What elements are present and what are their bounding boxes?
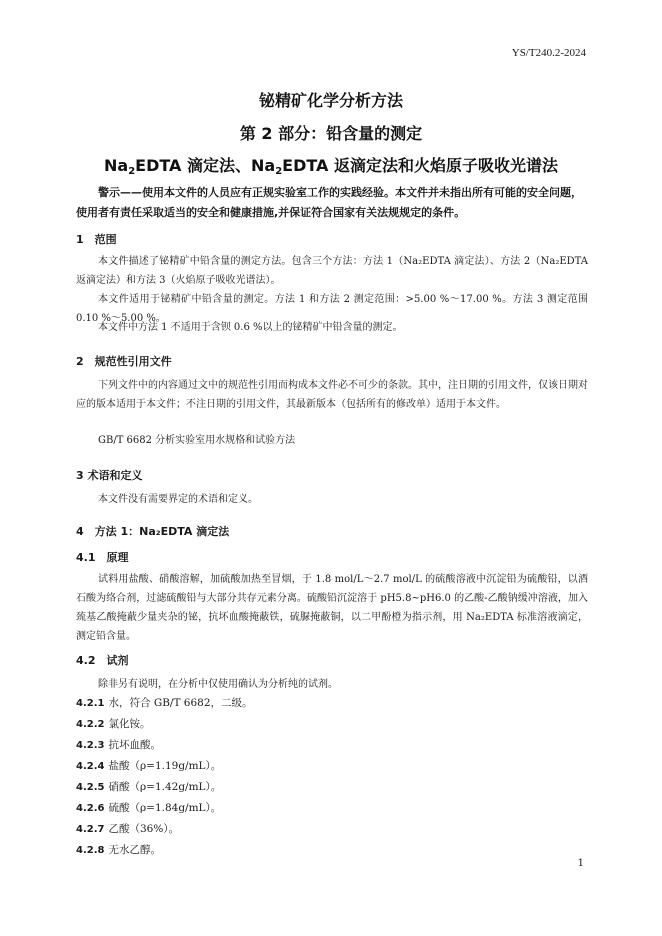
section-4-2-paragraph: 除非另有说明，在分析中仅使用确认为分析纯的试剂。: [98, 679, 338, 690]
reagent-item: 4.2.2 氯化铵。: [76, 718, 151, 730]
part-title: 第 2 部分：铅含量的测定: [239, 124, 423, 143]
reagent-item: 4.2.4 盐酸（ρ=1.19g/mL）。: [76, 760, 222, 772]
section-1-paragraph-3: 本文件中方法 1 不适用于含钡 0.6 %以上的铋精矿中铅含量的测定。: [98, 322, 403, 333]
section-2-heading: 2 规范性引用文件: [76, 355, 172, 368]
page-number: 1: [577, 858, 584, 869]
section-2-paragraph-1: 下列文件中的内容通过文中的规范性引用而构成本文件必不可少的条款。其中，注日期的引用文件，仅该日期对应的版本适用于本文件；不注日期的引用文件，其最新版本（包括所有的修改单）适用于本文件。: [76, 380, 588, 410]
reagent-item: 4.2.1 水，符合 GB/T 6682，二级。: [76, 697, 253, 709]
reagent-item: 4.2.6 硫酸（ρ=1.84g/mL）。: [76, 802, 222, 814]
reagent-item: 4.2.3 抗坏血酸。: [76, 739, 161, 751]
reagent-item: 4.2.7 乙酸（36%）。: [76, 823, 180, 835]
section-1-heading: 1 范围: [76, 233, 117, 246]
section-2-reference: GB/T 6682 分析实验室用水规格和试验方法: [98, 435, 296, 446]
section-3-paragraph: 本文件没有需要界定的术语和定义。: [98, 494, 258, 505]
section-4-1-paragraph: 试料用盐酸、硝酸溶解，加硫酸加热至冒烟，于 1.8 mol/L～2.7 mol/L 的硫酸溶液中沉淀铅为硫酸铅，以酒石酸为络合剂，过滤硫酸铅与大部分共存元素分离。硫酸铅沉淀溶于 pH5.8~pH6.0 的乙酸-乙酸钠缓冲溶液，加入巯基乙酸掩蔽少量夹杂的铋，抗坏血酸掩蔽铁，硫脲掩蔽铜，以二甲酚橙为指示剂，用 Na₂EDTA 标准溶液滴定，测定铅含量。: [76, 574, 588, 642]
section-4-2-heading: 4.2 试剂: [76, 654, 129, 667]
section-1-paragraph-1: 本文件描述了铋精矿中铅含量的测定方法。包含三个方法：方法 1（Na₂EDTA 滴定法）、方法 2（Na₂EDTA 返滴定法）和方法 3（火焰原子吸收光谱法）。: [76, 256, 588, 286]
section-4-heading: 4 方法 1：Na₂EDTA 滴定法: [76, 525, 230, 538]
section-4-1-heading: 4.1 原理: [76, 551, 129, 564]
reagent-item: 4.2.8 无水乙醇。: [76, 844, 161, 856]
methods-title: $Na_2EDTA$ 滴定法、$Na_2EDTA$ 返滴定法和火焰原子吸收光谱法: [104, 156, 558, 177]
warning-paragraph: 警示——使用本文件的人员应有正规实验室工作的实践经验。本文件并未指出所有可能的安全问题，使用者有责任采取适当的安全和健康措施,并保证符合国家有关法规规定的条件。: [76, 186, 582, 219]
reagent-item: 4.2.5 硝酸（ρ=1.42g/mL）。: [76, 781, 222, 793]
document-title: 铋精矿化学分析方法: [258, 91, 403, 110]
document-code: YS/T240.2-2024: [511, 47, 586, 59]
section-1-paragraph-2: 本文件适用于铋精矿中铅含量的测定。方法 1 和方法 2 测定范围：>5.00 %～17.00 %。方法 3 测定范围 0.10 %～5.00 %。: [76, 294, 588, 324]
section-3-heading: 3 术语和定义: [76, 469, 143, 482]
